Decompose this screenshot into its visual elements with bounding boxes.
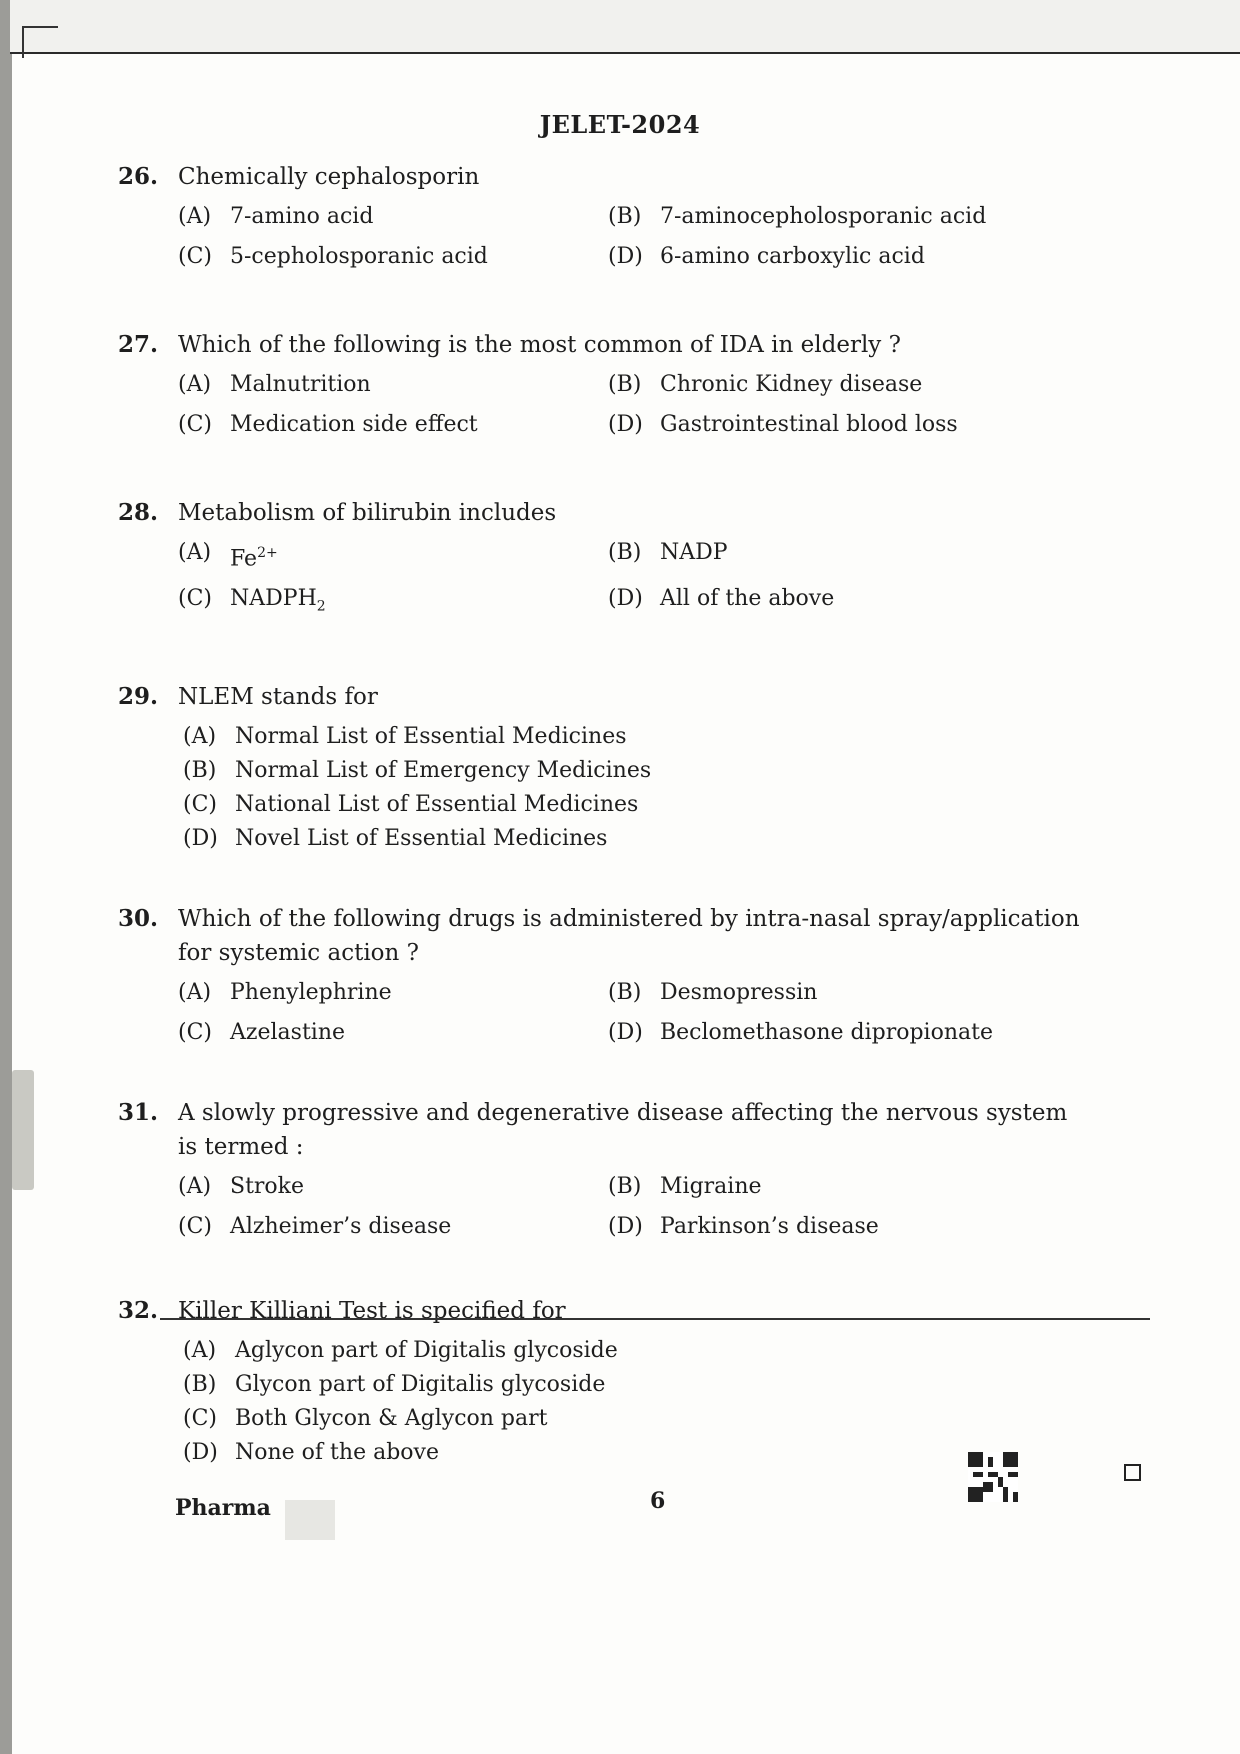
qr-code-icon xyxy=(968,1452,1018,1502)
option-letter: (D) xyxy=(183,1439,218,1465)
option-letter: (A) xyxy=(183,723,217,749)
question xyxy=(118,1096,1118,1244)
question-text: Which of the following is the most common of IDA in elderly ? xyxy=(178,332,901,358)
answer-option xyxy=(178,536,608,576)
answer-option xyxy=(608,1170,1058,1204)
question xyxy=(118,902,1118,1050)
page-header: JELET-2024 xyxy=(539,110,701,139)
corner-mark-icon xyxy=(1124,1464,1141,1481)
option-text: Both Glycon & Aglycon part xyxy=(235,1405,548,1431)
faded-stamp xyxy=(285,1500,335,1540)
option-text: Azelastine xyxy=(230,1019,346,1045)
option-letter: (D) xyxy=(608,244,643,269)
option-letter: (A) xyxy=(183,1337,217,1363)
answer-option xyxy=(608,200,1058,234)
option-letter: (D) xyxy=(608,1019,643,1045)
option-text: Normal List of Essential Medicines xyxy=(235,723,627,749)
option-letter: (B) xyxy=(608,540,642,565)
answer-option xyxy=(608,1016,1058,1050)
option-text: Malnutrition xyxy=(230,372,371,397)
answer-option xyxy=(183,1334,1118,1368)
option-text: Medication side effect xyxy=(230,412,478,437)
option-list xyxy=(178,536,1118,624)
option-letter: (D) xyxy=(608,586,643,612)
scan-left-edge xyxy=(0,0,12,1754)
answer-option xyxy=(183,720,1118,754)
option-text: Migraine xyxy=(660,1173,762,1199)
question xyxy=(118,328,1118,442)
footer-subject: Pharma xyxy=(175,1495,271,1521)
option-letter: (A) xyxy=(178,1173,212,1199)
answer-option xyxy=(178,1170,608,1204)
option-text: Normal List of Emergency Medicines xyxy=(235,757,652,783)
option-text: $NADPH_2$ xyxy=(230,586,326,615)
question xyxy=(118,496,1118,624)
option-text: Aglycon part of Digitalis glycoside xyxy=(235,1337,618,1363)
question-number: 27. xyxy=(118,331,159,358)
subscript: 2 xyxy=(316,598,326,615)
answer-option xyxy=(178,976,608,1010)
option-letter: (A) xyxy=(178,372,212,397)
answer-option xyxy=(183,822,1118,856)
answer-option xyxy=(608,408,1058,442)
answer-option xyxy=(178,200,608,234)
question-number: 31. xyxy=(118,1098,159,1126)
option-letter: (A) xyxy=(178,540,212,565)
question-text: NLEM stands for xyxy=(178,683,378,710)
option-text: Parkinson’s disease xyxy=(660,1213,879,1239)
answer-option xyxy=(608,976,1058,1010)
option-text: Beclomethasone dipropionate xyxy=(660,1019,993,1045)
option-letter: (B) xyxy=(608,204,642,229)
answer-option xyxy=(178,240,608,274)
binding-sticker xyxy=(12,1070,34,1190)
answer-option xyxy=(183,788,1118,822)
question-list xyxy=(118,160,1118,1470)
option-letter: (B) xyxy=(183,757,217,783)
answer-option xyxy=(178,582,608,623)
option-text: NADP xyxy=(660,540,728,565)
question-number: 28. xyxy=(118,499,159,526)
superscript: 2+ xyxy=(257,545,278,561)
question-text: Killer Killiani Test is specified for xyxy=(178,1297,566,1324)
option-letter: (C) xyxy=(178,586,212,612)
question-number: 32. xyxy=(118,1296,159,1324)
option-list xyxy=(178,1170,1118,1244)
option-letter: (C) xyxy=(178,1213,212,1239)
option-text: Stroke xyxy=(230,1173,305,1199)
option-text: National List of Essential Medicines xyxy=(235,791,639,817)
option-letter: (B) xyxy=(183,1371,217,1397)
option-letter: (C) xyxy=(183,1405,217,1431)
option-text: Gastrointestinal blood loss xyxy=(660,412,958,437)
option-text: 7-aminocepholosporanic acid xyxy=(660,204,987,229)
page-number: 6 xyxy=(650,1488,666,1514)
answer-option xyxy=(178,408,608,442)
option-letter: (B) xyxy=(608,372,642,397)
option-text: Novel List of Essential Medicines xyxy=(235,825,608,851)
answer-option xyxy=(178,368,608,402)
answer-option xyxy=(608,1210,1058,1244)
question-number: 29. xyxy=(118,682,159,710)
option-text: 7-amino acid xyxy=(230,204,374,229)
option-list xyxy=(178,368,1118,442)
question-text: Metabolism of bilirubin includes xyxy=(178,500,557,526)
option-letter: (B) xyxy=(608,979,642,1005)
option-letter: (C) xyxy=(178,1019,212,1045)
answer-option xyxy=(183,1402,1118,1436)
option-letter: (D) xyxy=(608,1213,643,1239)
option-letter: (C) xyxy=(183,791,217,817)
answer-option xyxy=(608,368,1058,402)
option-list xyxy=(178,200,1118,274)
option-letter: (B) xyxy=(608,1173,642,1199)
answer-option xyxy=(608,582,1058,623)
option-list xyxy=(178,976,1118,1050)
option-letter: (D) xyxy=(608,412,643,437)
option-text: Desmopressin xyxy=(660,979,818,1005)
option-text: None of the above xyxy=(235,1439,439,1465)
option-letter: (A) xyxy=(178,979,212,1005)
scan-top-band xyxy=(10,0,1240,54)
footer-rule xyxy=(160,1318,1150,1320)
option-letter: (D) xyxy=(183,825,218,851)
option-list xyxy=(183,1334,1118,1470)
question xyxy=(118,160,1118,274)
question xyxy=(118,1294,1118,1470)
answer-option xyxy=(178,1016,608,1050)
question-text: Chemically cephalosporin xyxy=(178,164,480,190)
option-text: Phenylephrine xyxy=(230,979,392,1005)
option-letter: (A) xyxy=(178,204,212,229)
answer-option xyxy=(183,754,1118,788)
answer-option xyxy=(178,1210,608,1244)
question-number: 26. xyxy=(118,163,159,190)
option-text: Glycon part of Digitalis glycoside xyxy=(235,1371,606,1397)
option-letter: (C) xyxy=(178,412,212,437)
question-text: Which of the following drugs is administered by intra-nasal spray/application for systemic action ? xyxy=(178,905,1080,966)
question xyxy=(118,680,1118,856)
answer-option xyxy=(608,240,1058,274)
option-text: 5-cepholosporanic acid xyxy=(230,244,488,269)
question-number: 30. xyxy=(118,904,159,932)
option-text: Chronic Kidney disease xyxy=(660,372,923,397)
option-list xyxy=(183,720,1118,856)
option-text: Alzheimer’s disease xyxy=(230,1213,452,1239)
answer-option xyxy=(183,1368,1118,1402)
option-letter: (C) xyxy=(178,244,212,269)
option-text: $Fe^{2+}$ xyxy=(230,545,278,572)
answer-option xyxy=(608,536,1058,576)
option-text: 6-amino carboxylic acid xyxy=(660,244,925,269)
question-text: A slowly progressive and degenerative disease affecting the nervous system is termed : xyxy=(178,1099,1068,1160)
option-text: All of the above xyxy=(660,586,835,612)
